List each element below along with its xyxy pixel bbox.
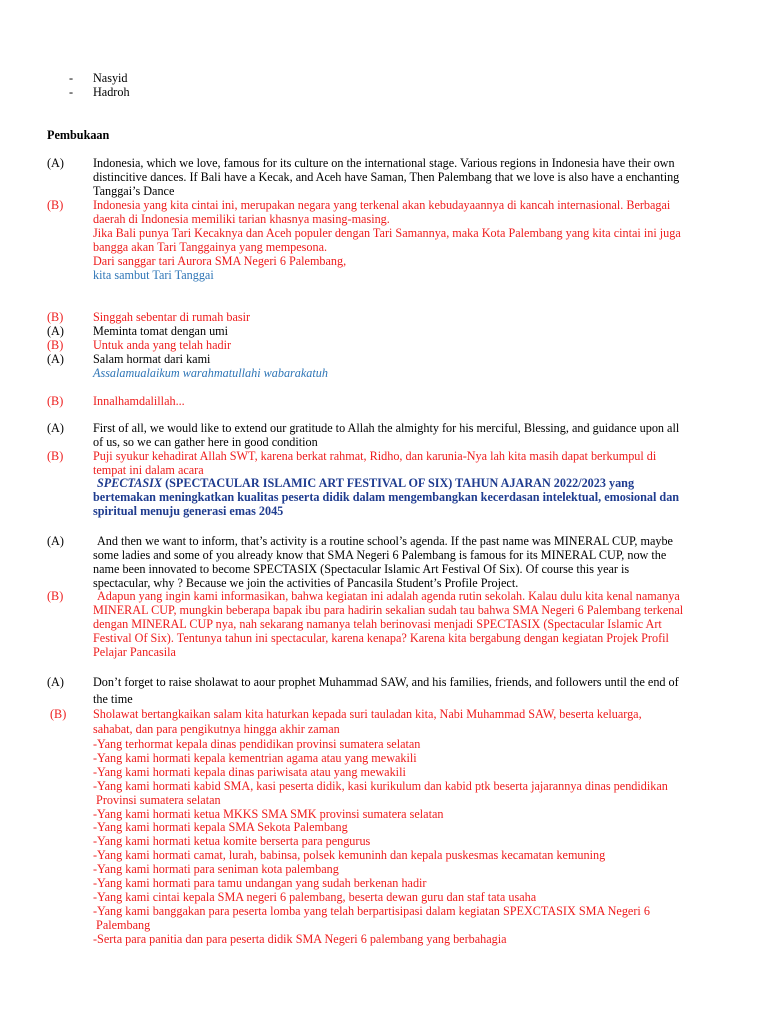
event-name-rest: (SPECTACULAR ISLAMIC ART FESTIVAL OF SIX) TAHUN AJARAN 2022/2023 yang <box>162 476 635 490</box>
speaker-label: (A) <box>47 324 64 338</box>
speaker-label: (B) <box>47 338 64 352</box>
list-dash: - <box>69 85 74 99</box>
pantun-block <box>0 311 768 381</box>
speaker-label: (B) <box>47 198 64 212</box>
text-line: Pelajar Pancasila <box>93 644 176 659</box>
speaker-label: (A) <box>47 421 64 435</box>
pantun-line <box>0 311 768 325</box>
speaker-label: (B) <box>47 394 64 408</box>
greeting-line: Provinsi sumatera selatan <box>93 792 221 807</box>
event-theme <box>0 477 768 519</box>
list-item-text: Nasyid <box>93 71 128 85</box>
list-item-text: Hadroh <box>93 85 130 99</box>
text-line: Tanggai’s Dance <box>93 183 175 198</box>
greeting-line: Palembang <box>93 917 151 932</box>
paragraph-b-sholawat <box>0 707 768 737</box>
text-line: Jika Bali punya Tari Kecaknya dan Aceh populer dengan Tari Samannya, maka Kota Palembang yang kita cintai ini juga <box>93 225 681 240</box>
speaker-label: (B) <box>47 310 64 324</box>
text-line: tempat ini dalam acara <box>93 462 204 477</box>
greeting-line: -Yang kami hormati kepala dinas pariwisata atau yang mewakili <box>93 764 406 779</box>
speaker-label: (B) <box>50 707 67 721</box>
paragraph-b-gratitude <box>0 450 768 478</box>
greeting-line: -Yang terhormat kepala dinas pendidikan provinsi sumatera selatan <box>93 737 421 751</box>
greeting-line: -Yang kami hormati kepala kementrian agama atau yang mewakili <box>93 750 417 765</box>
speaker-label: (B) <box>47 449 64 463</box>
list-item <box>0 86 768 100</box>
text-line: spiritual menuju generasi emas 2045 <box>93 503 284 518</box>
greeting-line: -Serta para panitia dan para peserta didik SMA Negeri 6 palembang yang berbahagia <box>93 931 507 946</box>
text-line: Don’t forget to raise sholawat to aour prophet Muhammad SAW, and his families, friends, and followers until the end of <box>93 675 679 689</box>
greeting-line: -Yang kami hormati para seniman kota palembang <box>93 862 339 877</box>
text-line: MINERAL CUP, mungkin beberapa bapak ibu para hadirin sekalian sudah tau bahwa SMA Negeri 6 Palembang terkenal <box>93 602 684 617</box>
text-line: of us, so we can gather here in good condition <box>93 434 318 449</box>
text-line: daerah di Indonesia memiliki tarian khasnya masing-masing. <box>93 211 390 226</box>
text-line <box>93 477 723 491</box>
greeting-line: -Yang kami hormati ketua MKKS SMA SMK provinsi sumatera selatan <box>93 806 444 821</box>
speaker-label: (A) <box>47 675 64 689</box>
text-line: Dari sanggar tari Aurora SMA Negeri 6 Palembang, <box>93 253 347 268</box>
text-line: kita sambut Tari Tanggai <box>93 267 214 282</box>
text-line: bertemakan meningkatkan kualitas peserta didik dalam mengembangkan kecerdasan intelektual, emosional dan <box>93 489 680 504</box>
text-line: bangga akan Tari Tanggainya yang mempesona. <box>93 239 328 254</box>
text-line: some ladies and some of you already know that SMA Negeri 6 Palembang is famous for its MINERAL CUP, now the <box>93 547 667 562</box>
speaker-label: (A) <box>47 352 64 366</box>
text-line: Puji syukur kehadirat Allah SWT, karena berkat rahmat, Ridho, dan karunia-Nya lah kita masih dapat berkumpul di <box>93 449 657 463</box>
speaker-label: (A) <box>47 156 64 170</box>
paragraph-b-intro <box>0 199 768 282</box>
pantun-line <box>0 325 768 339</box>
text-line: distincitive dances. If Bali have a Kecak, and Aceh have Saman, Then Palembang that we love is also have a enchanting <box>93 169 680 184</box>
greetings-list <box>93 738 723 947</box>
list-dash: - <box>69 71 74 85</box>
text-line: Indonesia yang kita cintai ini, merupakan negara yang terkenal akan kebudayaannya di kancah internasional. Berbagai <box>93 198 671 212</box>
paragraph-a-intro <box>0 157 768 199</box>
salam-line <box>0 367 768 381</box>
greeting-line: -Yang kami hormati ketua komite berserta para pengurus <box>93 834 371 849</box>
greeting-line: -Yang kami banggakan para peserta lomba yang telah berpartisipasi dalam kegiatan SPEXCTASIX SMA Negeri 6 <box>93 903 650 918</box>
text-line: spectacular, why ? Because we join the activities of Pancasila Student’s Profile Project. <box>93 575 519 590</box>
text-line: sahabat, dan para pengikutnya hingga akhir zaman <box>93 722 340 736</box>
paragraph-b-hamdalah <box>0 395 768 409</box>
text-line: First of all, we would like to extend our gratitude to Allah the almighty for his merciful, Blessing, and guidance upon all <box>93 421 680 435</box>
text-line: Indonesia, which we love, famous for its culture on the international stage. Various regions in Indonesia have their own <box>93 156 675 170</box>
greeting-line: -Yang kami hormati para tamu undangan yang sudah berkenan hadir <box>93 876 427 891</box>
pantun-text: Meminta tomat dengan umi <box>93 324 229 338</box>
text-line: Innalhamdalillah... <box>93 394 185 408</box>
text-line: And then we want to inform, that’s activity is a routine school’s agenda. If the past name was MINERAL CUP, maybe <box>97 534 673 548</box>
greeting-line: -Yang kami hormati kabid SMA, kasi peserta didik, kasi kurikulum dan kabid ptk beserta jajarannya dinas pendidikan <box>93 778 668 793</box>
text-line: the time <box>93 691 133 706</box>
greeting-line: -Yang kami hormati camat, lurah, babinsa, polsek kemuninh dan kepala puskesmas kecamatan kemuning <box>93 848 606 863</box>
text-line: dengan MINERAL CUP nya, nah sekarang namanya telah berinovasi menjadi SPECTASIX (Spectacular Islamic Art <box>93 616 662 631</box>
text-line: Adapun yang ingin kami informasikan, bahwa kegiatan ini adalah agenda rutin sekolah. Kalau dulu kita kenal namanya <box>97 589 680 603</box>
text-line: name been innovated to become SPECTASIX (Spectacular Islamic Art Festival Of Six). Of course this year is <box>93 561 630 576</box>
paragraph-b-inform <box>0 590 768 660</box>
salam-text: Assalamualaikum warahmatullahi wabarakatuh <box>93 366 328 380</box>
greeting-line: -Yang kami hormati kepala SMA Sekota Palembang <box>93 820 348 835</box>
text-line: Festival Of Six). Tentunya tahun ini spectacular, karena kenapa? Karena kita bergabung dengan kegiatan Projek Profil <box>93 630 669 645</box>
paragraph-a-gratitude <box>0 422 768 450</box>
pantun-text: Salam hormat dari kami <box>93 352 211 366</box>
speaker-label: (A) <box>47 534 64 548</box>
event-name: SPECTASIX <box>97 476 163 490</box>
paragraph-a-inform <box>0 535 768 591</box>
pantun-line <box>0 339 768 353</box>
text-line: Sholawat bertangkaikan salam kita haturkan kepada suri tauladan kita, Nabi Muhammad SAW, beserta keluarga, <box>93 707 642 721</box>
section-heading: Pembukaan <box>47 128 110 142</box>
paragraph-a-sholawat <box>0 674 768 707</box>
pantun-text: Untuk anda yang telah hadir <box>93 338 232 352</box>
greeting-line: -Yang kami cintai kepala SMA negeri 6 palembang, beserta dewan guru dan staf tata usaha <box>93 889 537 904</box>
speaker-label: (B) <box>47 589 64 603</box>
pantun-text: Singgah sebentar di rumah basir <box>93 310 251 324</box>
list-item <box>0 72 768 86</box>
pantun-line <box>0 353 768 367</box>
